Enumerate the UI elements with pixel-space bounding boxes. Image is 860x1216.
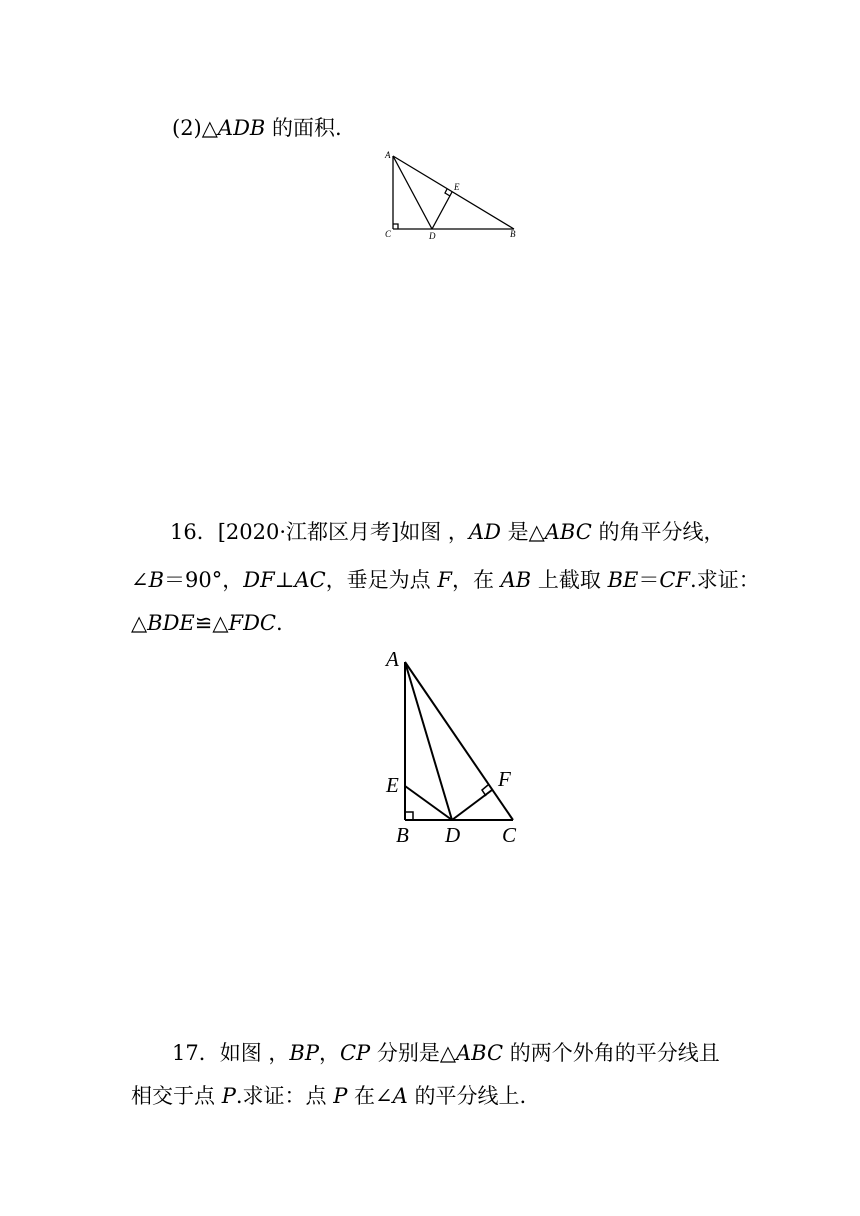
triangle-symbol: △ xyxy=(131,611,148,635)
q15-prefix: (2)△ xyxy=(172,116,218,140)
q16-fdc: FDC xyxy=(228,611,276,635)
fig2-label-d: D xyxy=(445,823,461,847)
q16-ad: AD xyxy=(468,520,501,544)
fig1-label-b: B xyxy=(510,229,516,239)
q17-head: 相交于点 xyxy=(131,1084,222,1108)
q16-df: DF xyxy=(243,568,275,592)
q17-p1: P xyxy=(221,1084,236,1108)
fig1-label-c: C xyxy=(385,229,392,239)
q17-number: 17．如图 ， xyxy=(172,1041,290,1065)
q16-line1 xyxy=(170,522,725,543)
q17-mid: 分别是△ xyxy=(370,1041,456,1065)
q17-line2 xyxy=(131,1086,526,1107)
q17-comma: ， xyxy=(318,1041,340,1065)
q15-part2-text xyxy=(172,118,342,139)
q17-cp: CP xyxy=(339,1041,371,1065)
q17-bp: BP xyxy=(289,1041,319,1065)
segment-df xyxy=(452,790,492,820)
fig2-label-f: F xyxy=(498,767,511,791)
q16-ab: AB xyxy=(500,568,532,592)
segment-ad xyxy=(393,156,432,229)
right-angle-mark-f xyxy=(482,785,488,796)
q17-tail2: 的平分线上. xyxy=(407,1084,527,1108)
q17-p2: P xyxy=(333,1084,348,1108)
q16-mid: 是△ xyxy=(500,520,545,544)
segment-ac xyxy=(405,662,513,820)
right-angle-mark-e xyxy=(445,189,450,196)
perp-symbol: ⊥ xyxy=(274,568,295,592)
segment-ab xyxy=(393,156,514,229)
q15-triangle: ADB xyxy=(217,116,266,140)
q16-line2 xyxy=(131,570,760,591)
q15-suffix: 的面积. xyxy=(265,116,342,140)
right-angle-mark-c xyxy=(393,224,398,229)
fig2-label-b: B xyxy=(396,823,409,847)
fig2-label-a: A xyxy=(386,647,399,671)
q16-eq: ＝ xyxy=(638,568,660,592)
right-angle-mark-b xyxy=(405,812,413,820)
q16-bde: BDE xyxy=(147,611,195,635)
q16-be: BE xyxy=(607,568,639,592)
q17-a: A xyxy=(392,1084,408,1108)
q16-foot: ，垂足为点 xyxy=(325,568,438,592)
q17-abc: ABC xyxy=(456,1041,504,1065)
q16-ac: AC xyxy=(294,568,326,592)
q16-eq90: ＝90°， xyxy=(164,568,244,592)
fig1-label-d: D xyxy=(429,231,436,241)
q16-line3 xyxy=(131,613,283,634)
q16-tail: 的角平分线， xyxy=(591,520,725,544)
q16-f: F xyxy=(437,568,452,592)
q16-number: 16．[2020·江都区月考]如图 ， xyxy=(170,520,469,544)
fig1-label-a: A xyxy=(385,150,391,160)
q16-b: B xyxy=(148,568,165,592)
q16-cf: CF xyxy=(659,568,691,592)
segment-de xyxy=(432,192,452,229)
q16-prove: .求证： xyxy=(690,568,760,592)
angle-symbol: ∠ xyxy=(131,568,149,592)
q17-tail: 的两个外角的平分线且 xyxy=(503,1041,720,1065)
fig2-label-c: C xyxy=(502,823,517,847)
fig2-label-e: E xyxy=(386,773,399,797)
q16-abc: ABC xyxy=(544,520,592,544)
fig1-label-e: E xyxy=(454,182,460,192)
q16-take: 上截取 xyxy=(531,568,608,592)
q16-end: . xyxy=(276,611,283,635)
q17-line1 xyxy=(172,1043,720,1064)
congruent-symbol: ≌△ xyxy=(194,611,229,635)
segment-ad xyxy=(405,662,452,820)
q17-in: 在∠ xyxy=(347,1084,393,1108)
q16-on: ，在 xyxy=(451,568,501,592)
q17-prove: .求证：点 xyxy=(235,1084,334,1108)
segment-ed xyxy=(405,786,452,820)
